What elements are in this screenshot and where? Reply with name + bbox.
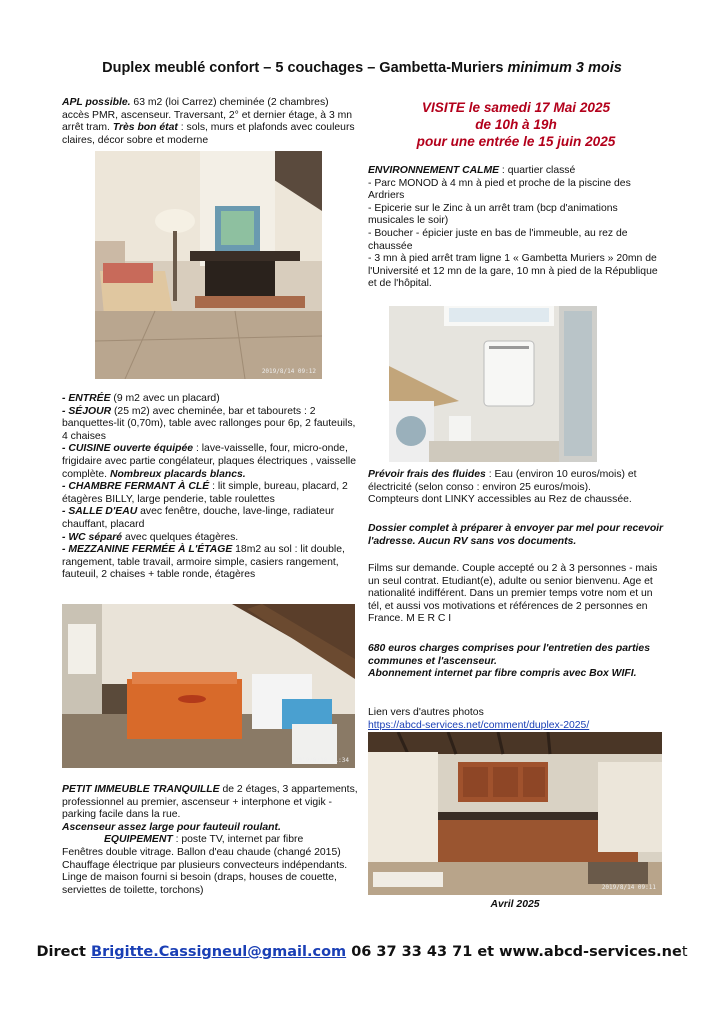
title-suffix: minimum 3 mois — [507, 60, 622, 76]
environment-info: ENVIRONNEMENT CALME : quartier classé - Parc MONOD à 4 mn à pied et proche de la piscine des Ardriers - Epicerie sur le Zinc à un arrêt tram (bcp d'animations musicales le soir) - Boucher - épicier juste en bas de l'immeuble, au rez de chaussée - 3 mn à pied arrêt tram ligne 1 « Gambetta Muriers » 20mn de l'Université et 12 mn de la gare, 10 mn à pied de la République et de l'hôpital. — [368, 165, 658, 290]
price-info — [368, 643, 664, 681]
bedroom-photo — [62, 604, 355, 768]
apl-label: APL possible. — [62, 97, 131, 108]
photo-timestamp: 2019/8/10 11:34 — [294, 757, 349, 764]
kitchen-photo — [368, 732, 662, 895]
price-line: 680 euros charges comprises pour l'entretien des parties communes et l'ascenseur. — [368, 643, 650, 667]
room-cuisine: - CUISINE ouverte équipée : lave-vaisselle, four, micro-onde, frigidaire avec partie congélateur, plaques électriques , vaisselle complète. Nombreux placards blancs. — [62, 443, 356, 480]
title-main: Duplex meublé confort – 5 couchages – Gambetta-Muriers — [102, 60, 504, 76]
room-mezzanine: - MEZZANINE FERMÉE À L'ÉTAGE 18m2 au sol : lit double, rangement, table travail, armoire simple, casiers rangement, fauteuil, 2 chaises + table ronde, étagères — [62, 544, 345, 581]
visit-announcement: VISITE le samedi 17 Mai 2025 de 10h à 19h pour une entrée le 15 juin 2025 — [416, 100, 616, 149]
living-room-photo — [95, 151, 322, 379]
photo-link-block — [368, 707, 664, 732]
phone-website: 06 37 33 43 71 et www.abcd-services.ne — [346, 944, 682, 960]
films-note: Films sur demande. Couple accepté ou 2 à 3 personnes - mais un seul contrat. Etudiant(e), adulte ou senior bienvenu. Age et nationalité indifférent. Dans un premier temps votre nom et un tél, et aussi vos motivations et références de 2 personnes en France. M E R C I — [368, 563, 658, 625]
photos-link[interactable]: https://abcd-services.net/comment/duplex-2025/ — [368, 719, 590, 731]
environment-label: ENVIRONNEMENT CALME — [368, 165, 500, 176]
room-entree: - ENTRÉE (9 m2 avec un placard) — [62, 393, 220, 404]
link-label: Lien vers d'autres photos — [368, 707, 484, 718]
fees-info: Prévoir frais des fluides : Eau (environ 10 euros/mois) et électricité (selon conso : environ 25 euros/mois). Compteurs dont LINKY accessibles au Rez de chaussée. — [368, 469, 637, 506]
contact-footer: Direct Brigitte.Cassigneul@gmail.com 06 37 33 43 71 et www.abcd-services.net — [36, 944, 688, 960]
etat-label: Très bon état — [112, 122, 178, 134]
internet-line: Abonnement internet par fibre compris avec Box WIFI. — [368, 668, 637, 680]
elevator-note: Ascenseur assez large pour fauteuil roulant. — [62, 821, 281, 833]
room-chambre: - CHAMBRE FERMANT À CLÉ : lit simple, bureau, placard, 2 étagères BILLY, large penderie, table roulettes — [62, 481, 348, 505]
page-title — [0, 60, 724, 76]
room-salle-eau: - SALLE D'EAU avec fenêtre, douche, lave-linge, radiateur chauffant, placard — [62, 506, 335, 530]
photo-timestamp: 2019/8/14 09:12 — [261, 368, 316, 375]
intro-text: APL possible. 63 m2 (loi Carrez) cheminée (2 chambres) accès PMR, ascenseur. Traversant, 2° et dernier étage, à 3 mn arrêt tram. Très bon état : sols, murs et plafonds avec couleurs claires, décor sobre et moderne — [62, 97, 355, 146]
email-link[interactable]: Brigitte.Cassigneul@gmail.com — [91, 944, 347, 960]
photo-timestamp: 2019/8/14 09:11 — [601, 884, 656, 891]
dossier-note: Dossier complet à préparer à envoyer par mel pour recevoir l'adresse. Aucun RV sans vos documents. — [368, 523, 664, 547]
building-info: PETIT IMMEUBLE TRANQUILLE de 2 étages, 3 appartements, professionnel au premier, ascenseur + interphone et vigik - parking facile dans la rue. Ascenseur assez large pour fauteuil roulant. EQUIPEMENT : poste TV, internet par fibre Fenêtres double vitrage. Ballon d'eau chaude (changé 2015) Chauffage électrique par plusieurs convecteurs indépendants. Linge de maison fourni si besoin (draps, houses de couette, serviettes de toilette, torchons) — [62, 784, 358, 896]
fees-label: Prévoir frais des fluides — [368, 469, 486, 480]
room-wc: - WC séparé avec quelques étagères. — [62, 531, 239, 543]
equip-label: EQUIPEMENT — [104, 834, 173, 846]
photo-caption: Avril 2025 — [490, 899, 540, 910]
room-sejour: - SÉJOUR (25 m2) avec cheminée, bar et tabourets : 2 banquettes-lit (0,70m), table avec rallonges pour 6p, 2 fauteuils, 4 chaises — [62, 405, 356, 442]
room-list — [62, 393, 358, 582]
building-label: PETIT IMMEUBLE TRANQUILLE — [62, 784, 220, 795]
bathroom-photo — [389, 306, 597, 462]
